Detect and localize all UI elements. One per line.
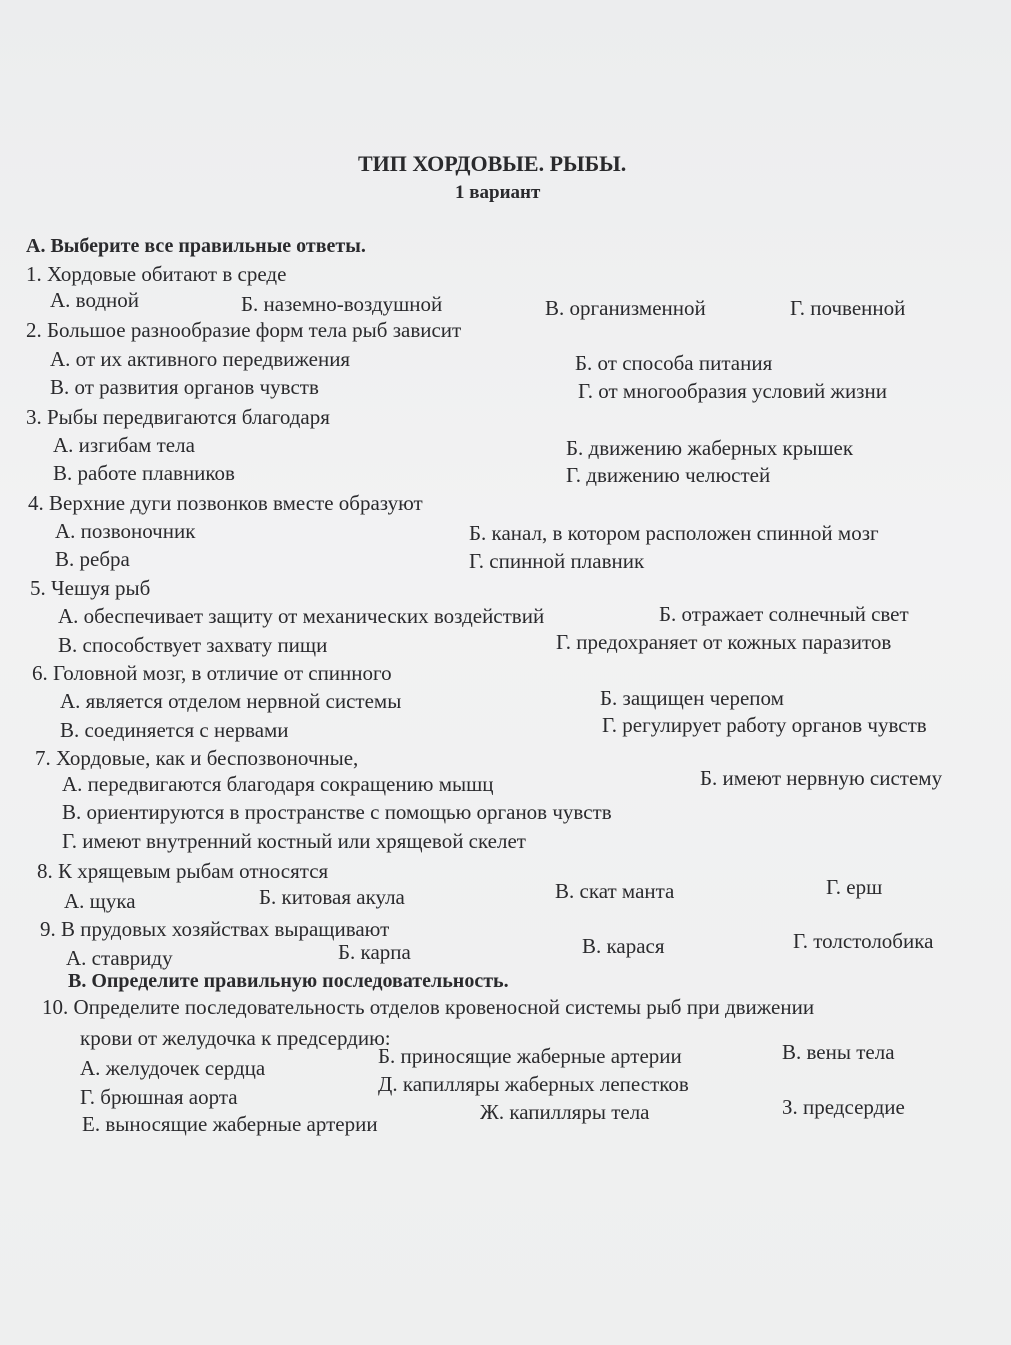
q4-option-v: В. ребра — [55, 547, 130, 571]
q8-option-g: Г. ерш — [826, 875, 883, 899]
question-2: 2. Большое разнообразие форм тела рыб зависит — [26, 318, 462, 342]
q8-option-v: В. скат манта — [555, 879, 675, 903]
q5-option-v: В. способствует захвату пищи — [58, 633, 328, 657]
q10-option-a: А. желудочек сердца — [80, 1056, 266, 1080]
q3-option-g: Г. движению челюстей — [566, 463, 771, 487]
q6-option-a: А. является отделом нервной системы — [60, 689, 402, 713]
q5-option-a: А. обеспечивает защиту от механических воздействий — [58, 604, 545, 628]
q10-option-b: Б. приносящие жаберные артерии — [378, 1044, 682, 1068]
q10-option-zh: Ж. капилляры тела — [480, 1100, 650, 1124]
question-7: 7. Хордовые, как и беспозвоночные, — [35, 746, 359, 770]
q3-option-v: В. работе плавников — [53, 461, 235, 485]
question-9: 9. В прудовых хозяйствах выращивают — [40, 917, 390, 941]
q7-option-v: В. ориентируются в пространстве с помощью органов чувств — [62, 800, 612, 824]
q1-option-a: А. водной — [50, 288, 139, 312]
q2-option-v: В. от развития органов чувств — [50, 375, 319, 399]
variant-label: 1 вариант — [455, 182, 541, 203]
q9-option-g: Г. толстолобика — [793, 929, 934, 953]
q8-option-a: А. щука — [64, 889, 136, 913]
q3-option-b: Б. движению жаберных крышек — [566, 436, 854, 460]
q10-option-g: Г. брюшная аорта — [80, 1085, 238, 1109]
q4-option-b: Б. канал, в котором расположен спинной мозг — [469, 521, 879, 545]
page-title: ТИП ХОРДОВЫЕ. РЫБЫ. — [358, 151, 627, 176]
q9-option-v: В. карася — [582, 934, 665, 958]
q10-option-e: Е. выносящие жаберные артерии — [82, 1112, 378, 1136]
q7-option-g: Г. имеют внутренний костный или хрящевой скелет — [62, 829, 526, 853]
section-a-heading: А. Выберите все правильные ответы. — [26, 235, 366, 257]
q8-option-b: Б. китовая акула — [259, 885, 405, 909]
q6-option-v: В. соединяется с нервами — [60, 718, 289, 742]
q5-option-g: Г. предохраняет от кожных паразитов — [556, 630, 892, 654]
q6-option-b: Б. защищен черепом — [600, 686, 784, 710]
q2-option-g: Г. от многообразия условий жизни — [578, 379, 887, 403]
question-6: 6. Головной мозг, в отличие от спинного — [32, 661, 392, 685]
q10-option-d: Д. капилляры жаберных лепестков — [378, 1072, 689, 1096]
q2-option-a: А. от их активного передвижения — [50, 347, 351, 371]
q1-option-v: В. организменной — [545, 296, 706, 320]
q4-option-a: А. позвоночник — [55, 519, 196, 543]
question-5: 5. Чешуя рыб — [30, 576, 151, 600]
q1-option-g: Г. почвенной — [790, 296, 906, 320]
q10-option-v: В. вены тела — [782, 1040, 895, 1064]
question-10: 10. Определите последовательность отделов кровеносной системы рыб при движении — [42, 995, 815, 1019]
question-1: 1. Хордовые обитают в среде — [26, 262, 287, 286]
q9-option-b: Б. карпа — [338, 940, 411, 964]
question-4: 4. Верхние дуги позвонков вместе образуют — [28, 491, 423, 515]
q9-option-a: А. ставриду — [66, 946, 173, 970]
q3-option-a: А. изгибам тела — [53, 433, 195, 457]
q1-option-b: Б. наземно-воздушной — [241, 292, 443, 316]
q5-option-b: Б. отражает солнечный свет — [659, 602, 909, 626]
q7-option-a: А. передвигаются благодаря сокращению мышц — [62, 772, 494, 796]
q10-option-z: З. предсердие — [782, 1095, 905, 1119]
question-8: 8. К хрящевым рыбам относятся — [37, 859, 329, 883]
q7-option-b: Б. имеют нервную систему — [700, 766, 943, 790]
question-3: 3. Рыбы передвигаются благодаря — [26, 405, 330, 429]
q4-option-g: Г. спинной плавник — [469, 549, 645, 573]
question-10-cont: крови от желудочка к предсердию: — [80, 1026, 391, 1050]
section-b-heading: В. Определите правильную последовательность. — [68, 970, 509, 992]
q6-option-g: Г. регулирует работу органов чувств — [602, 713, 927, 737]
q2-option-b: Б. от способа питания — [575, 351, 773, 375]
